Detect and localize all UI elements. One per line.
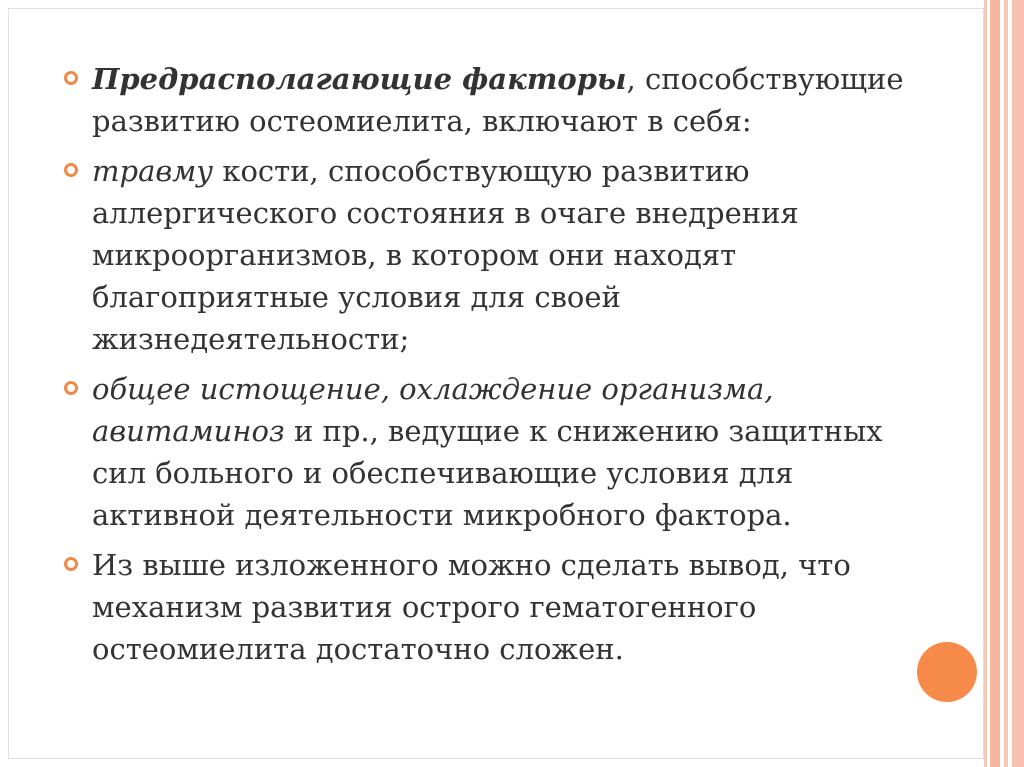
body-text: , способствующие развитию остеомиелита, включают в себя: <box>92 62 904 138</box>
bullet-item <box>62 368 912 536</box>
body-text: и пр., ведущие к снижению защитных сил больного и обеспечивающие условия для активной деятельности микробного фактора. <box>92 414 883 532</box>
bullet-item <box>62 150 912 360</box>
ring-bullet-icon <box>64 557 78 571</box>
ring-bullet-icon <box>64 71 78 85</box>
emphasis-text: травму <box>92 154 214 188</box>
bullet-item <box>62 544 912 670</box>
decorative-circle <box>917 642 977 702</box>
bullet-item <box>62 58 912 142</box>
emphasis-text: общее истощение, охлаждение организма, авитаминоз <box>92 372 774 448</box>
decorative-stripes <box>984 0 1024 767</box>
body-text: Из выше изложенного можно сделать вывод, что механизм развития острого гематогенного остеомиелита достаточно сложен. <box>92 548 851 666</box>
slide-content <box>62 58 912 678</box>
emphasis-text: Предрасполагающие факторы <box>92 62 627 96</box>
ring-bullet-icon <box>64 163 78 177</box>
body-text: кости, способствующую развитию аллергического состояния в очаге внедрения микроорганизмов, в котором они находят благоприятные условия для своей жизнедеятельности; <box>92 154 799 356</box>
ring-bullet-icon <box>64 381 78 395</box>
